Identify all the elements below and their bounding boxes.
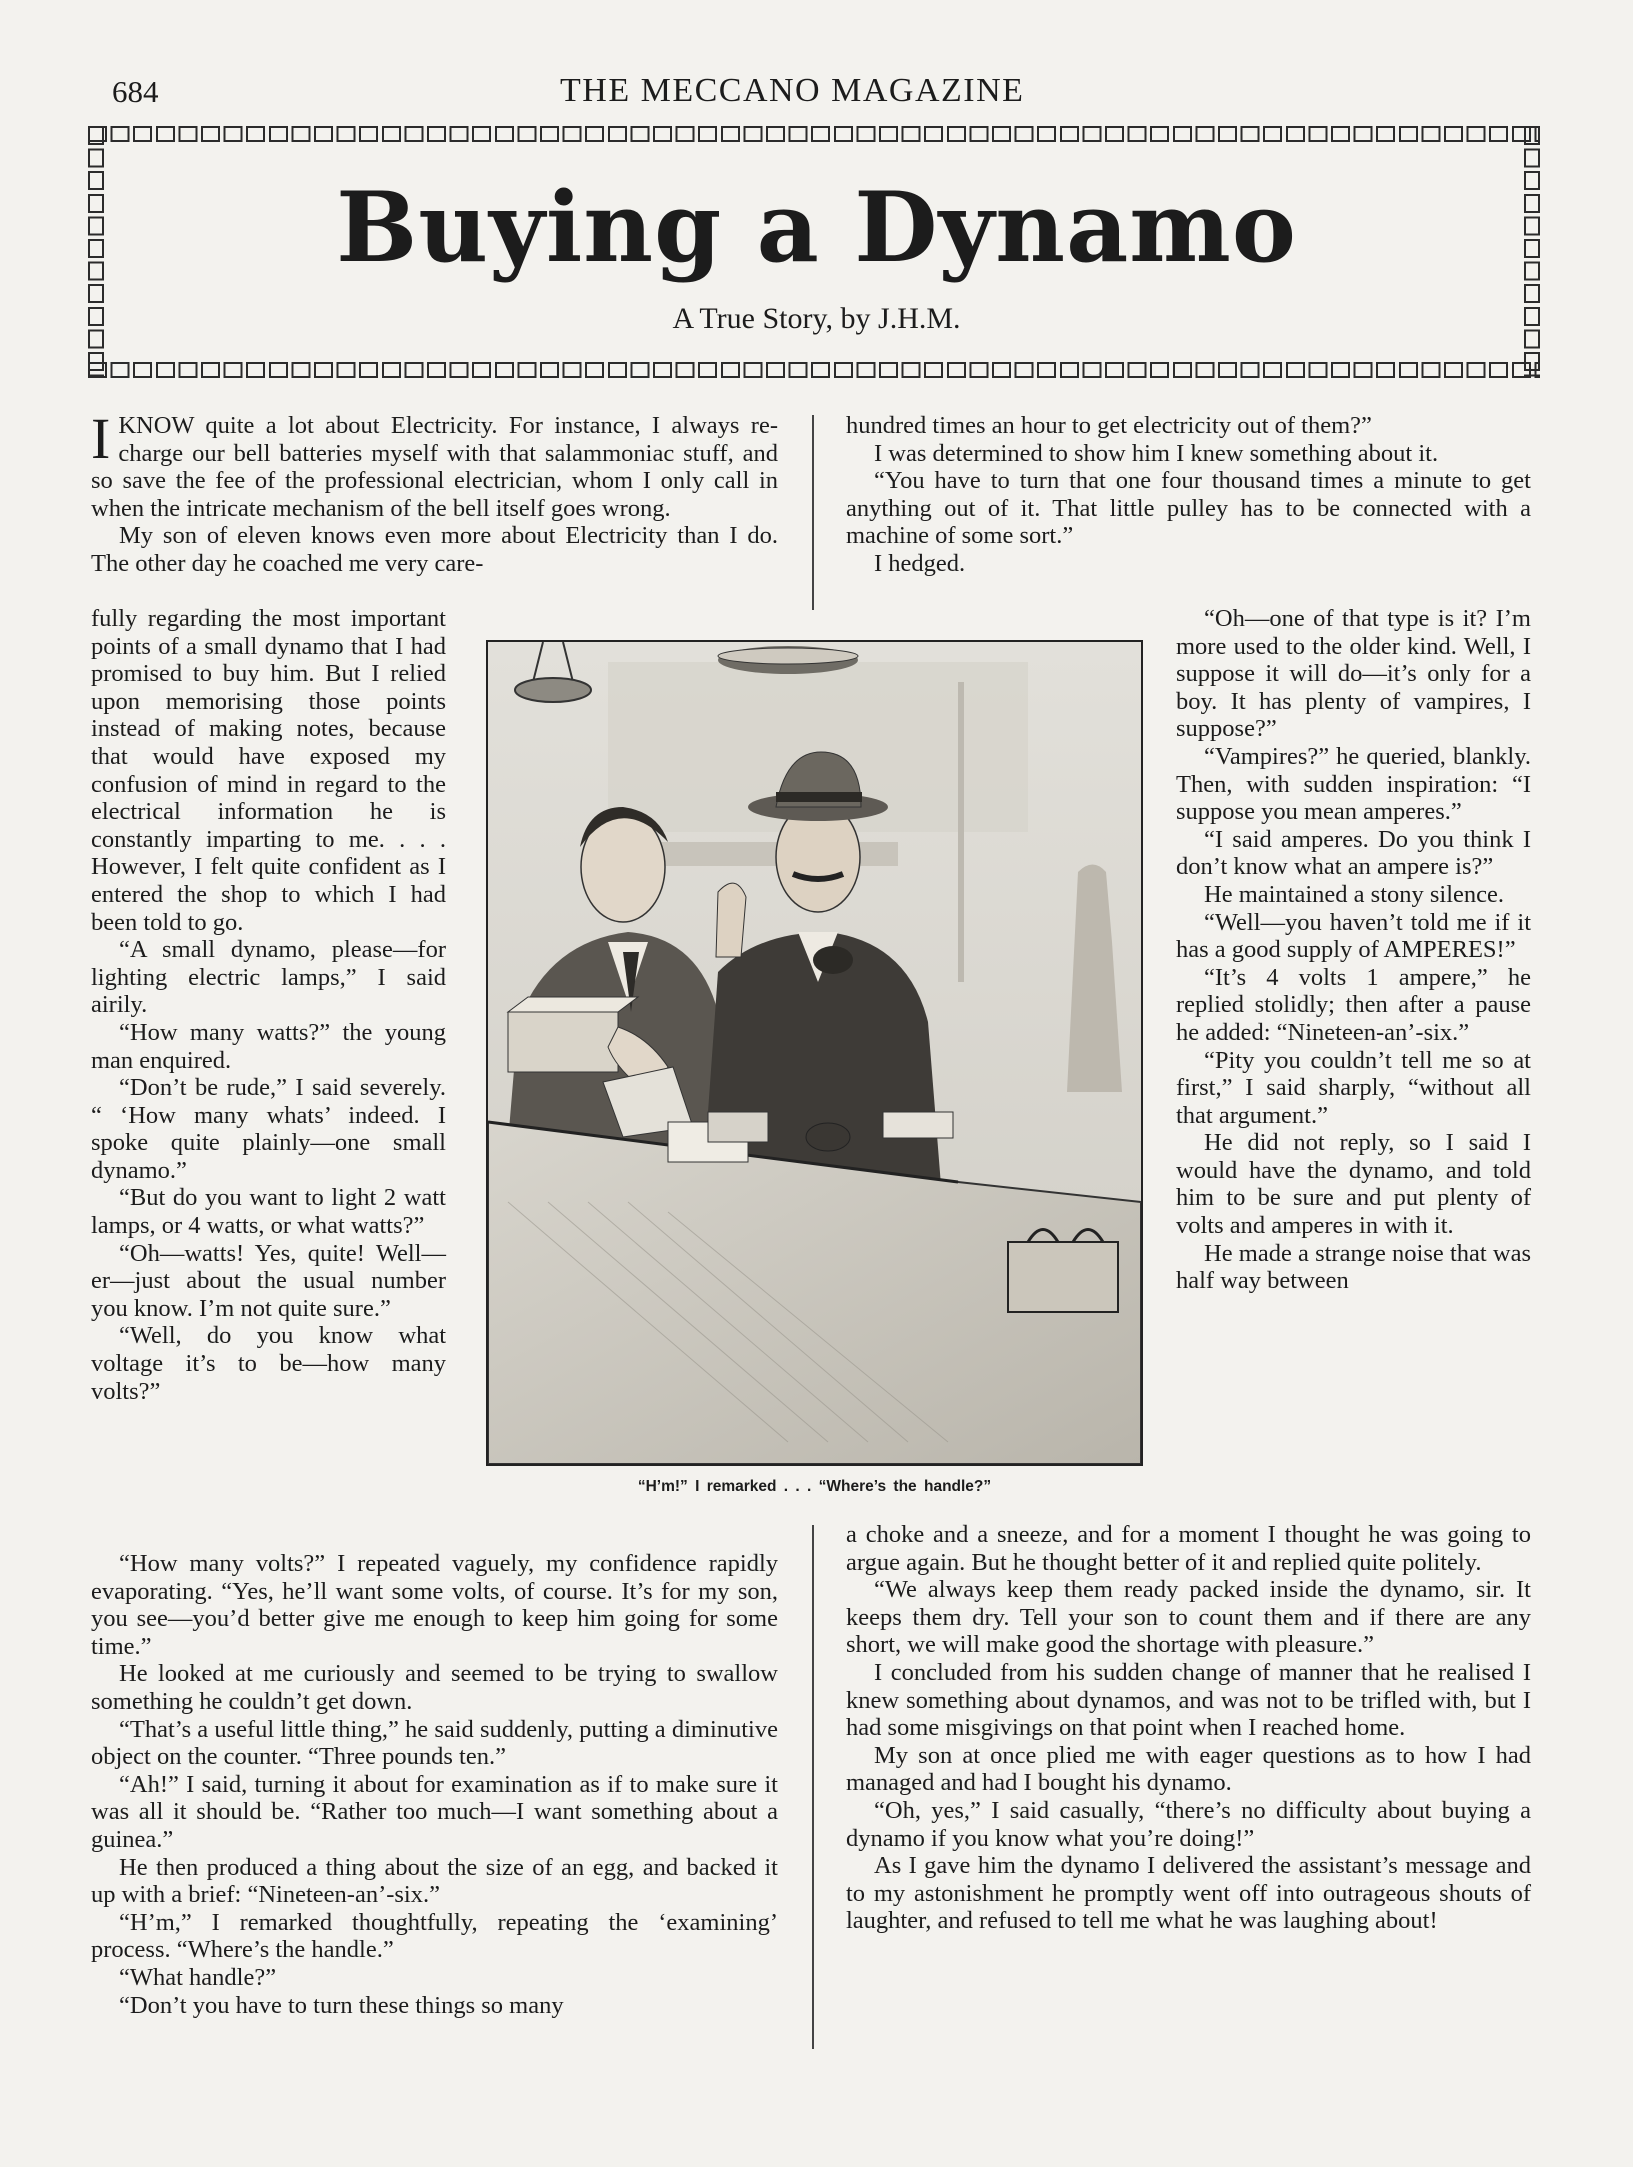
paragraph: “Oh, yes,” I said casually, “there’s no difficulty about buying a dynamo if you know what you’re doing!” <box>846 1796 1531 1852</box>
paragraph: “But do you want to light 2 watt lamps, or 4 watts, or what watts?” <box>91 1184 446 1240</box>
paragraph: “A small dynamo, please—for lighting electric lamps,” I said airily. <box>91 936 446 1019</box>
left-column-top <box>91 406 778 578</box>
paragraph: He then produced a thing about the size of an egg, and backed it up with a brief: “Nineteen-an’-six.” <box>91 1853 778 1909</box>
paragraph: I hedged. <box>874 549 966 577</box>
page-number: 684 <box>112 74 159 109</box>
paragraph: hundred times an hour to get electricity out of them?” <box>846 412 1372 439</box>
right-column-top <box>846 412 1531 578</box>
left-column-bottom <box>91 1550 778 2019</box>
paragraph: “Oh—one of that type is it? I’m more used to the older kind. Well, I suppose it will do—it’s only for a boy. It has plenty of vampires, I suppose?” <box>1176 605 1531 743</box>
paragraph: He maintained a stony silence. <box>1204 880 1505 908</box>
paragraph: “How many watts?” the young man enquired. <box>91 1018 446 1074</box>
paragraph: “That’s a useful little thing,” he said suddenly, putting a diminutive object on the counter. “Three pounds ten.” <box>91 1715 778 1771</box>
right-column-bottom <box>846 1521 1531 1935</box>
paragraph: As I gave him the dynamo I delivered the assistant’s message and to my astonishment he promptly went off into outrageous shouts of laughter, and refused to tell me what he was laughing about! <box>846 1852 1531 1935</box>
paragraph: “We always keep them ready packed inside the dynamo, sir. It keeps them dry. Tell your son to count them and if there are any short, we will make good the shortage with pleasure.” <box>846 1576 1531 1659</box>
paragraph: “I said amperes. Do you think I don’t know what an ampere is?” <box>1176 825 1531 881</box>
paragraph: “Well, do you know what voltage it’s to be—how many volts?” <box>91 1322 446 1405</box>
paragraph: He looked at me curiously and seemed to be trying to swallow something he couldn’t get down. <box>91 1660 778 1715</box>
article-title: Buying a Dynamo <box>336 171 1297 284</box>
paragraph: “Vampires?” he queried, blankly. Then, with sudden inspiration: “I suppose you mean amperes.” <box>1176 742 1531 826</box>
paragraph: “Well—you haven’t told me if it has a good supply of AMPERES!” <box>1176 908 1531 964</box>
paragraph: “H’m,” I remarked thoughtfully, repeating the ‘examining’ process. “Where’s the handle.” <box>91 1908 778 1964</box>
paragraph: “Don’t you have to turn these things so many <box>119 1991 564 2019</box>
paragraph: a choke and a sneeze, and for a moment I thought he was going to argue again. But he thought better of it and replied quite politely. <box>846 1521 1531 1576</box>
article-byline: A True Story, by J.H.M. <box>672 302 961 335</box>
column-rule <box>812 415 814 610</box>
drop-cap: I <box>91 406 111 471</box>
paragraph: fully regarding the most important points of a small dynamo that I had promised to buy him. But I relied upon memorising those points instead of making notes, because that would have exposed my confusion of mind in regard to the electrical information he is constantly imparting to me. . . . However, I felt quite confident as I entered the shop to which I had been told to go. <box>91 605 446 936</box>
paragraph: “Don’t be rude,” I said severely. “ ‘How many whats’ indeed. I spoke quite plainly—one small dynamo.” <box>91 1074 446 1184</box>
paragraph: “You have to turn that one four thousand times a minute to get anything out of it. That little pulley has to be connected with a machine of some sort.” <box>846 467 1531 550</box>
paragraph: He made a strange noise that was half way between <box>1176 1239 1531 1295</box>
paragraph: KNOW quite a lot about Electricity. For instance, I always re-charge our bell batteries myself with that salammoniac stuff, and so save the fee of the professional electrician, whom I only call in when the intricate mechanism of the bell itself goes wrong. <box>91 412 778 522</box>
paragraph: I concluded from his sudden change of manner that he realised I knew something about dynamos, and was not to be trifled with, but I had some misgivings on that point when I reached home. <box>846 1658 1531 1742</box>
column-rule <box>812 1525 814 2049</box>
right-column-narrow <box>1176 605 1531 1295</box>
magazine-title: THE MECCANO MAGAZINE <box>560 72 1025 109</box>
paragraph: “What handle?” <box>119 1963 277 1991</box>
left-column-narrow <box>91 605 446 1405</box>
paragraph: “How many volts?” I repeated vaguely, my confidence rapidly evaporating. “Yes, he’ll want some volts, of course. It’s for my son, you see—you’d better give me enough to keep him going for some time.” <box>91 1550 778 1660</box>
shop-illustration <box>486 640 1143 1466</box>
illustration-caption: “H’m!” I remarked . . . “Where’s the handle?” <box>637 1478 992 1495</box>
paragraph: My son of eleven knows even more about Electricity than I do. The other day he coached me very care- <box>91 522 778 577</box>
paragraph: “Pity you couldn’t tell me so at first,” I said sharply, “without all that argument.” <box>1176 1046 1531 1129</box>
paragraph: “Oh—watts! Yes, quite! Well—er—just about the usual number you know. I’m not quite sure.” <box>91 1239 446 1322</box>
paragraph: “It’s 4 volts 1 ampere,” he replied stolidly; then after a pause he added: “Nineteen-an’-six.” <box>1176 963 1531 1046</box>
paragraph: My son at once plied me with eager questions as to how I had managed and had I bought his dynamo. <box>846 1741 1531 1797</box>
paragraph: He did not reply, so I said I would have the dynamo, and told him to be sure and put plenty of volts and amperes in with it. <box>1176 1129 1531 1240</box>
paragraph: I was determined to show him I knew something about it. <box>874 439 1439 467</box>
ceiling-lamp-center <box>718 646 858 674</box>
paragraph: “Ah!” I said, turning it about for examination as if to make sure it was all it should be. “Rather too much—I want something about a guinea.” <box>91 1770 778 1853</box>
